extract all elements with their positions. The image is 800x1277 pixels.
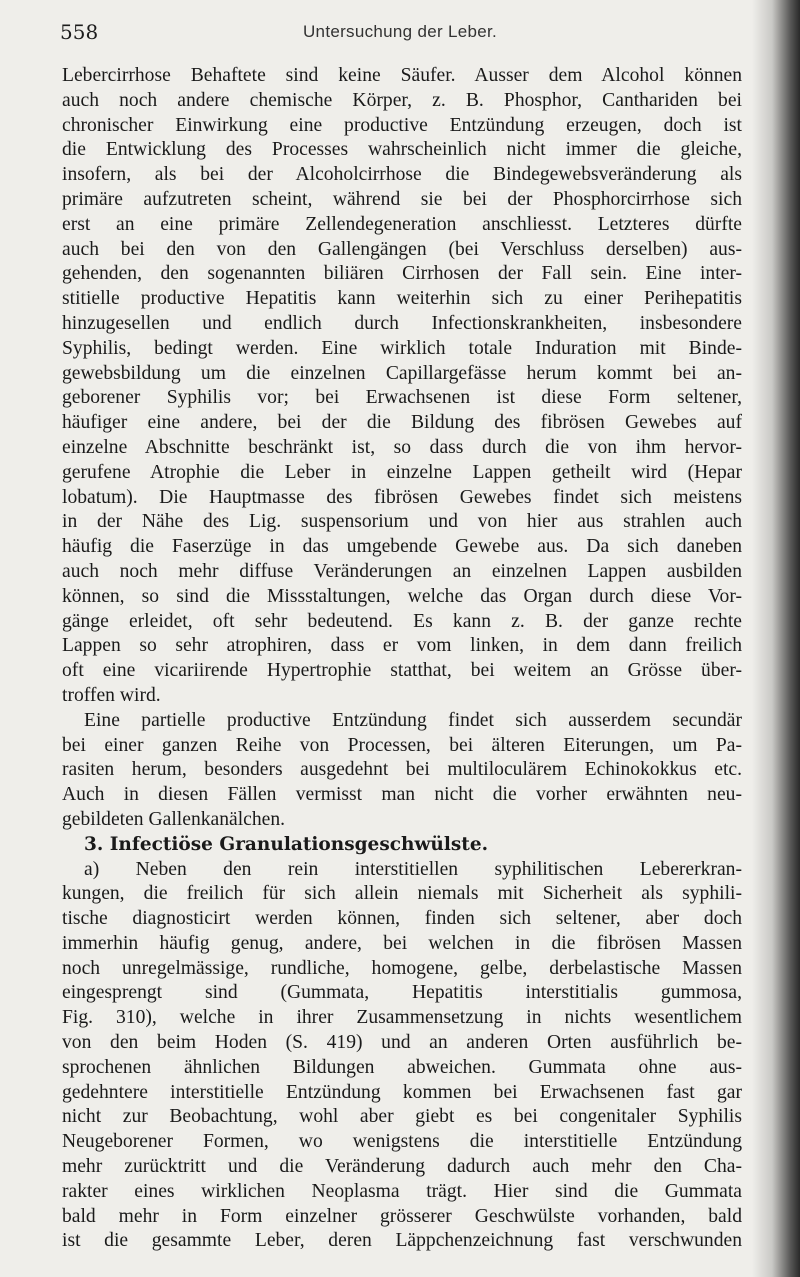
text-line: häufiger eine andere, bei der die Bildung des fibrösen Gewebes auf: [62, 412, 742, 434]
text-line: rakter eines wirklichen Neoplasma trägt. Hier sind die Gummata: [62, 1180, 742, 1202]
running-title: Untersuchung der Leber.: [302, 22, 498, 41]
text-line: tische diagnosticirt werden können, finden sich seltener, aber doch: [62, 908, 742, 930]
text-line: noch unregelmässige, rundliche, homogene, gelbe, derbelastische Massen: [62, 957, 742, 979]
text-line: immerhin häufig genug, andere, bei welchen in die fibrösen Massen: [62, 932, 742, 954]
page-header: [60, 16, 740, 48]
text-line: primäre aufzutreten scheint, während sie bei der Phosphorcirrhose sich: [62, 188, 742, 210]
text-line: gehenden, den sogenannten biliären Cirrhosen der Fall sein. Eine inter-: [62, 263, 742, 285]
text-line: lobatum). Die Hauptmasse des fibrösen Gewebes findet sich meistens: [62, 486, 742, 508]
text-line: Lebercirrhose Behaftete sind keine Säufer. Ausser dem Alcohol können: [62, 65, 742, 86]
text-line: bald mehr in Form einzelner grösserer Geschwülste vorhanden, bald: [62, 1205, 742, 1227]
text-line: gebildeten Gallenkanälchen.: [62, 808, 286, 830]
text-line: nicht zur Beobachtung, wohl aber giebt es bei congenitaler Syphilis: [62, 1106, 742, 1128]
text-line: oft eine vicariirende Hypertrophie statthat, bei weitem an Grösse über-: [62, 660, 742, 682]
text-line: eingesprengt sind (Gummata, Hepatitis interstitialis gummosa,: [62, 982, 742, 1004]
text-line: rasiten herum, besonders ausgedehnt bei multiloculärem Echinokokkus etc.: [62, 759, 742, 781]
section-heading: [62, 833, 742, 858]
text-line: können, so sind die Missstaltungen, welche das Organ durch diese Vor-: [62, 585, 742, 607]
text-line: Syphilis, bedingt werden. Eine wirklich totale Induration mit Binde-: [62, 337, 742, 359]
text-line: von den beim Hoden (S. 419) und an anderen Orten ausführlich be-: [62, 1032, 742, 1054]
text-line: Fig. 310), welche in ihrer Zusammensetzung in nichts wesentlichem: [62, 1007, 742, 1029]
text-line: häufig die Faserzüge in das umgebende Gewebe aus. Da sich daneben: [62, 536, 742, 558]
text-line: gerufene Atrophie die Leber in einzelne Lappen getheilt wird (Hepar: [62, 461, 742, 483]
text-line: in der Nähe des Lig. suspensorium und von hier aus strahlen auch: [62, 511, 742, 533]
text-line: gänge erleidet, oft sehr bedeutend. Es kann z. B. der ganze rechte: [62, 610, 742, 632]
text-line: chronischer Einwirkung eine productive Entzündung erzeugen, doch ist: [62, 114, 742, 136]
text-line: einzelne Abschnitte beschränkt ist, so dass durch die von ihm hervor-: [62, 436, 742, 458]
text-line: kungen, die freilich für sich allein niemals mit Sicherheit als syphili-: [62, 883, 742, 905]
page-number: 558: [60, 20, 99, 44]
text-line: insofern, als bei der Alcoholcirrhose die Bindegewebsveränderung als: [62, 164, 742, 186]
text-line: Eine partielle productive Entzündung findet sich ausserdem secundär: [84, 709, 742, 731]
text-line: Neugeborener Formen, wo wenigstens die interstitielle Entzündung: [62, 1131, 742, 1153]
text-line: geborener Syphilis vor; bei Erwachsenen ist diese Form seltener,: [62, 387, 742, 409]
text-line: gedehntere interstitielle Entzündung kommen bei Erwachsenen fast gar: [62, 1081, 742, 1103]
text-line: troffen wird.: [62, 684, 161, 706]
text-line: auch noch mehr diffuse Veränderungen an einzelnen Lappen ausbilden: [62, 560, 742, 582]
text-line: gewebsbildung um die einzelnen Capillargefässe herum kommt bei an-: [62, 362, 742, 384]
text-line: bei einer ganzen Reihe von Processen, bei älteren Eiterungen, um Pa-: [62, 734, 742, 756]
text-line: stitielle productive Hepatitis kann weiterhin sich zu einer Perihepatitis: [62, 288, 742, 310]
text-line: Auch in diesen Fällen vermisst man nicht die vorher erwähnten neu-: [62, 784, 742, 806]
section-heading-text: 3. Infectiöse Granulationsgeschwülste.: [84, 833, 489, 855]
text-line: hinzugesellen und endlich durch Infectionskrankheiten, insbesondere: [62, 312, 742, 334]
text-line: die Entwicklung des Processes wahrscheinlich nicht immer die gleiche,: [62, 139, 742, 161]
text-line: Lappen so sehr atrophiren, dass er vom linken, in dem dann freilich: [62, 635, 742, 657]
body-text: [62, 64, 742, 1254]
text-line: auch bei den von den Gallengängen (bei Verschluss derselben) aus-: [62, 238, 742, 260]
text-line: ist die gesammte Leber, deren Läppchenzeichnung fast verschwunden: [62, 1230, 742, 1252]
text-line: a) Neben den rein interstitiellen syphilitischen Lebererkran-: [84, 858, 742, 880]
text-line: sprochenen ähnlichen Bildungen abweichen. Gummata ohne aus-: [62, 1056, 742, 1078]
text-line: auch noch andere chemische Körper, z. B. Phosphor, Canthariden bei: [62, 89, 742, 111]
text-line: mehr zurücktritt und die Veränderung dadurch auch mehr den Cha-: [62, 1156, 742, 1178]
text-line: erst an eine primäre Zellendegeneration anschliesst. Letzteres dürfte: [62, 213, 742, 235]
